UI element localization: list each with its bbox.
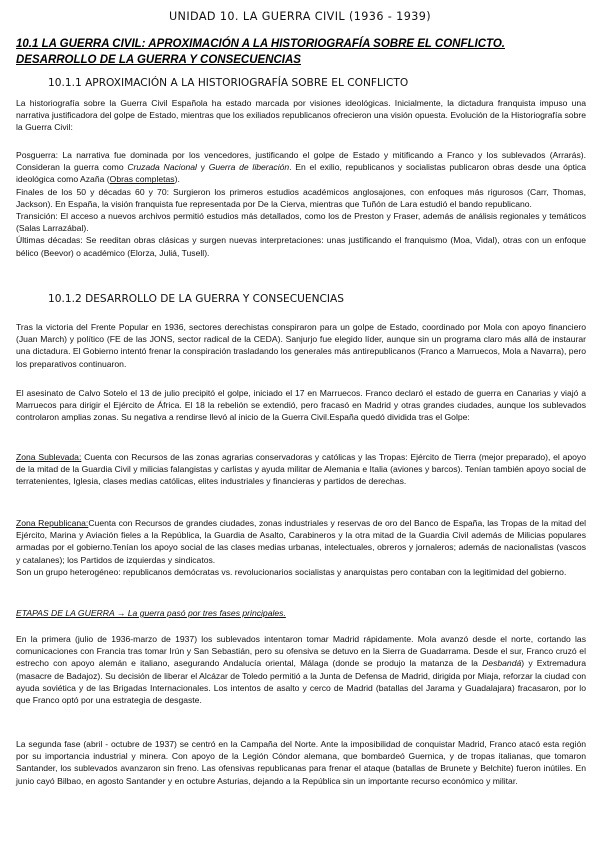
fase-2-paragraph: [16, 738, 586, 787]
cruzada-nacional-term: Cruzada Nacional: [127, 162, 197, 173]
zona-republicana-label: Zona Republicana:: [16, 518, 89, 528]
desbanda-term: Desbandá: [482, 658, 522, 669]
fase-1-body: ) y Extremadura (masacre de Badajoz). Su decisión de liberar el Alcázar de Toledo permitió a la Junta de Defensa de Madrid, dirigida por Miaja, reforzar la ciudad con ayuda soviética y de las Brigadas Internacionales. Los intentos de asalto y cerco de Madrid (batallas del Jarama y Guadalajara) fracasaron, por lo que Franco optó por una estrategia de desgaste.: [16, 658, 586, 706]
main-heading: [16, 36, 586, 68]
fase-2-text: La segunda fase (abril - octubre de 1937) se centró en la Campaña del Norte. Ante la imposibilidad de conquistar Madrid, Franco atacó esta región por su importancia industrial y minera. Con apoyo de la Legión Cóndor alemana, que bombardeó Guernica, y de tropas italianas, que tomaron Santander, los sublevados avanzaron sin freno. Las ofensivas republicanas para frenar el ataque (batallas de Brunete y Belchite) fueron inútiles. En junio cayó Bilbao, en agosto Santander y en octubre Asturias, dejando a la República sin un importante recurso económico y militar.: [16, 739, 586, 786]
zona-republicana-paragraph: [16, 517, 586, 578]
posguerra-text: y: [196, 162, 209, 173]
historiography-stages: [16, 149, 586, 259]
section-1-title: 10.1.1 APROXIMACIÓN A LA HISTORIOGRAFÍA SOBRE EL CONFLICTO: [48, 77, 409, 89]
zona-sublevada-label: Zona Sublevada:: [16, 452, 82, 462]
coup-preparation-text: Tras la victoria del Frente Popular en 1936, sectores derechistas conspiraron para un golpe de Estado, coordinado por Mola con apoyo financiero (Juan March) y político (FE de las JONS, sector radical de la CEDA). Sanjurjo fue elegido líder, aunque sin un programa claro más allá de instaurar una dictadura. El Gobierno intentó frenar la conspiración trasladando los generales más antirepublicanos (Franco a Marruecos, Mola a Navarra), pero los preparativos continuaron.: [16, 322, 586, 369]
posguerra-label: Posguerra:: [16, 150, 59, 160]
posguerra-text: ).: [174, 174, 180, 185]
fase-1-text: [16, 633, 586, 706]
etapas-heading-block: [16, 607, 586, 619]
coup-start-paragraph: [16, 387, 586, 424]
posguerra-text: . En el exilio, republicanos y socialistas publicaron obras desde una óptica ideológica como Azaña (: [16, 162, 587, 185]
coup-start-text: El asesinato de Calvo Sotelo el 13 de julio precipitó el golpe, iniciado el 17 en Marruecos. Franco declaró el estado de guerra en Canarias y viajó a Marruecos para dirigir el Ejército de África. El 18 la rebelión se extendió, pero fracasó en Madrid y otras grandes ciudades, aunque los sublevados controlaron amplias zonas. Su negativa a rendirse llevó al inicio de la Guerra Civil.España quedó dividida tras el Golpe:: [16, 388, 586, 423]
zona-republicana-text: [16, 517, 586, 566]
etapas-heading: ETAPAS DE LA GUERRA → La guerra pasó por tres fases principales.: [16, 608, 286, 618]
zona-sublevada-paragraph: [16, 451, 586, 488]
zona-sublevada-text: [16, 451, 586, 488]
zona-republicana-body: Cuenta con Recursos de grandes ciudades, zonas industriales y reservas de oro del Banco de España, las Tropas de la mitad del Ejército, Marina y Aviación fieles a la República, la Guardia de Asalto, Carabineros y la otra mitad de la Guardia Civil además de Milicias populares armadas por el gobierno.Tenían los apoyo social de las clases medias urbanas, intelectuales, obreros y jornaleros; además de nacionalistas (vascos y catalanes); los Partidos de izquierdas y sindicatos.: [16, 518, 587, 565]
zona-republicana-summary: Son un grupo heterogéneo: republicanos demócratas vs. revolucionarios socialistas y anarquistas pero contaban con la legitimidad del gobierno.: [16, 566, 567, 577]
coup-paragraph: [16, 321, 586, 370]
obras-completas-title: Obras completas: [109, 174, 175, 185]
finales-paragraph: Finales de los 50 y décadas 60 y 70: Surgieron los primeros estudios académicos anglosajones, con enfoques más rigurosos (Carr, Thomas, Jackson). En España, la visión franquista fue representada por De la Cierva, mientras que Tuñón de Lara estudió el bando republicano.: [16, 186, 586, 209]
ultimas-paragraph: Últimas décadas: Se reeditan obras clásicas y surgen nuevas interpretaciones: unas justificando el franquismo (Moa, Vidal), otras con un enfoque bélico (Beevor) o académico (Elorza, Juliá, Tusell).: [16, 235, 586, 258]
unit-title: UNIDAD 10. LA GUERRA CIVIL (1936 - 1939): [168, 10, 432, 23]
historiography-intro: [16, 97, 586, 134]
zona-sublevada-body: Cuenta con Recursos de las zonas agrarias conservadoras y católicas y las Tropas: Ejército de Tierra (mejor preparado), el apoyo de la mitad de la Guardia Civil y milicias falangistas y carlistas y ayuda militar de Alemania e Italia (aviones y barcos). Tenían también apoyo social de terratenientes, Iglesia, clases medias católicas, elites industriales y financieras y partidos de derechas.: [16, 452, 587, 487]
main-heading-line-1: 10.1 LA GUERRA CIVIL: APROXIMACIÓN A LA HISTORIOGRAFÍA SOBRE EL CONFLICTO.: [16, 38, 505, 50]
transicion-paragraph: Transición: El acceso a nuevos archivos permitió estudios más detallados, como los de Preston y Fraser, además de análisis regionales y temáticos (Salas Larrazábal).: [16, 211, 586, 234]
posguerra-paragraph: [16, 149, 586, 186]
intro-paragraph: La historiografía sobre la Guerra Civil Española ha estado marcada por visiones ideológicas. Inicialmente, la dictadura franquista impuso una narrativa justificadora del golpe de Estado, mientras que los exiliados republicanos ofrecieron una visión opuesta. Evolución de la Historiografía sobre la Guerra Civil:: [16, 98, 586, 133]
main-heading-line-2: DESARROLLO DE LA GUERRA Y CONSECUENCIAS: [16, 54, 301, 66]
fase-1-paragraph: [16, 633, 586, 706]
section-2-title: 10.1.2 DESARROLLO DE LA GUERRA Y CONSECUENCIAS: [48, 293, 344, 305]
posguerra-text: La narrativa fue dominada por los vencedores, justificando el golpe de Estado y mitificando a Franco y los sublevados (Arrarás). Consideran la guerra como: [16, 150, 586, 173]
fase-1-body: En la primera (julio de 1936-marzo de 1937) los sublevados intentaron tomar Madrid rápidamente. Mola avanzó desde el norte, cortando las comunicaciones con Francia tras tomar Irún y San Sebastián, pero su ofensiva se detuvo en la Sierra de Guadarrama. Desde el sur, Franco cruzó el estrecho con apoyo alemán e italiano, asegurando Andalucía oriental, Málaga (donde se produjo la matanza de la: [16, 634, 586, 669]
guerra-liberacion-term: Guerra de liberación: [208, 162, 290, 173]
